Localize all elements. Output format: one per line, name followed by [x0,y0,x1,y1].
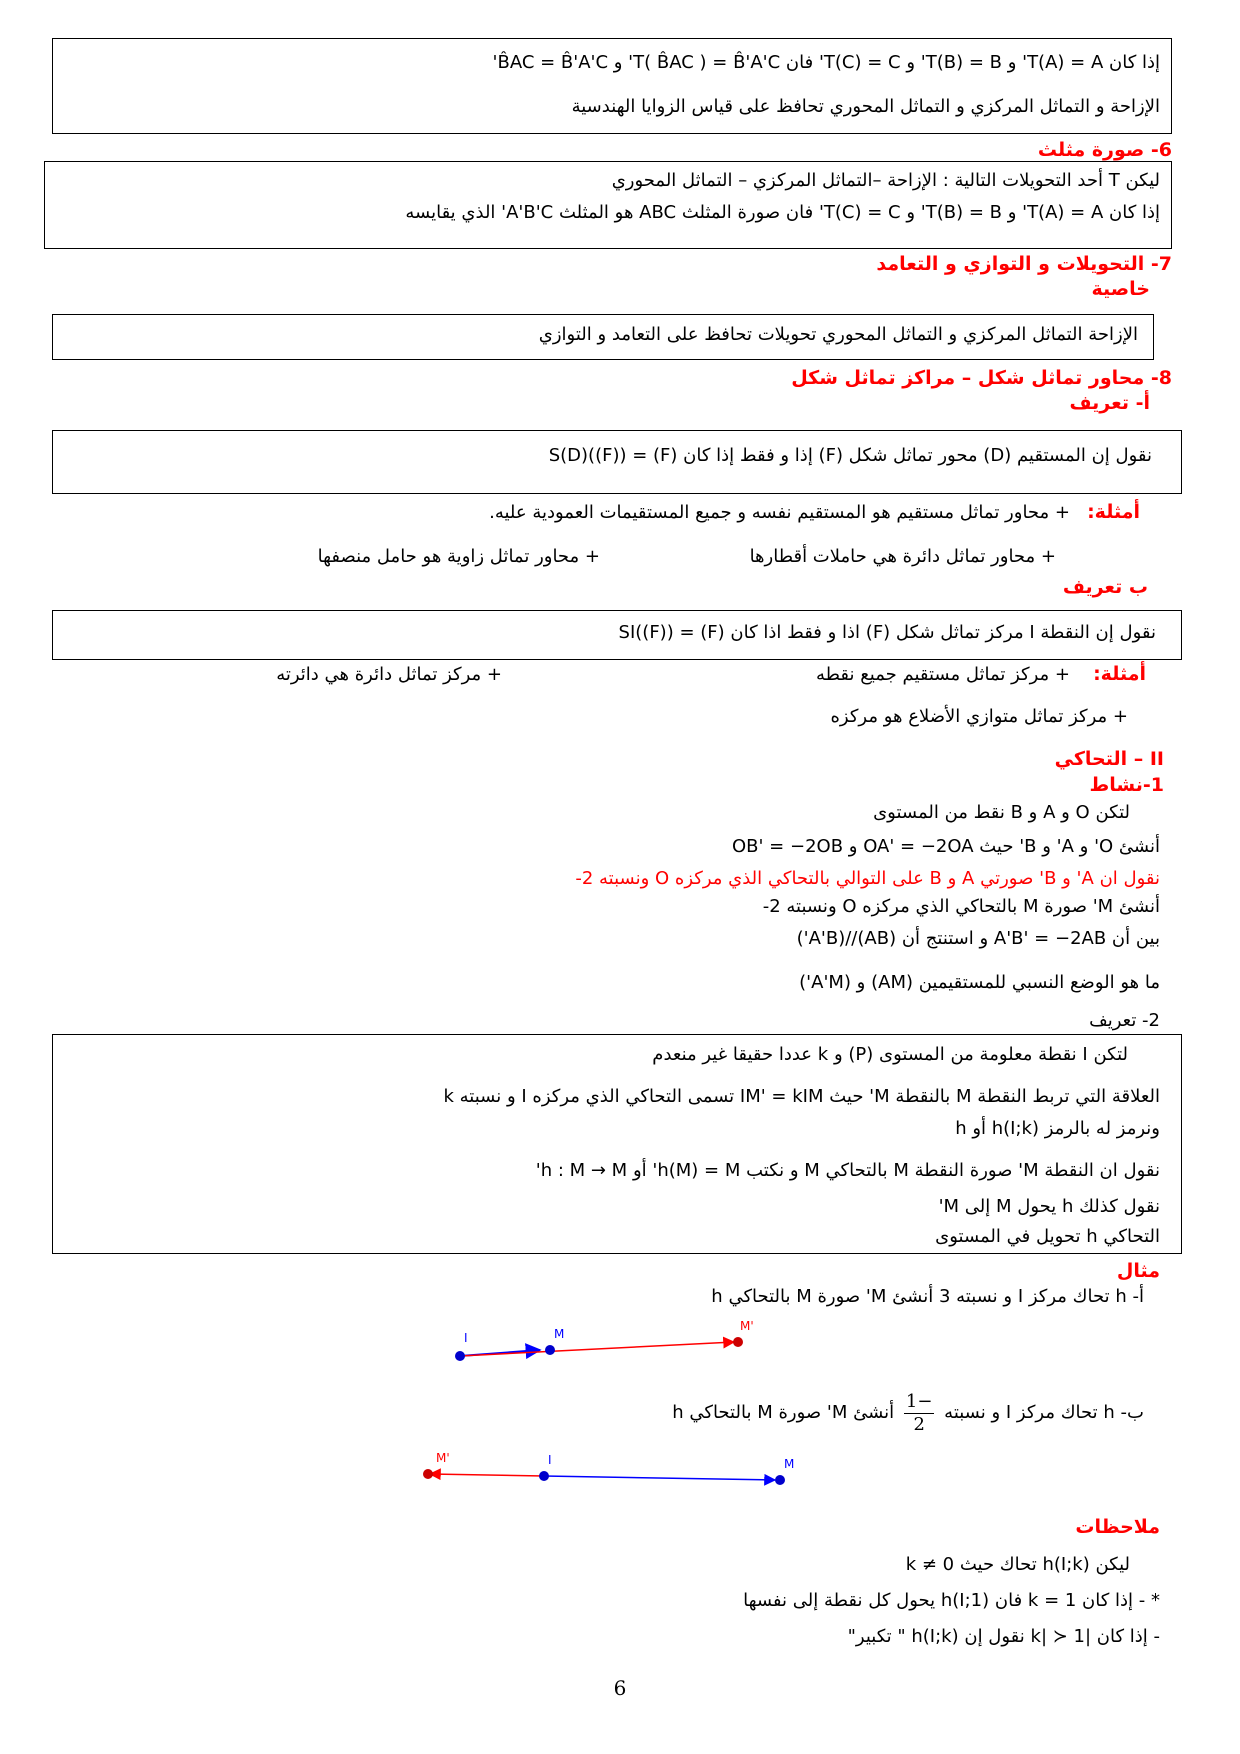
example-circle-axes: + محاور تماثل دائرة هي حاملات أقطارها [749,546,1056,567]
example-b-suffix: أنشئ M' صورة M بالتحاكي h [672,1402,895,1423]
label-M: M [554,1327,565,1341]
homothety-def-line-2: العلاقة التي تربط النقطة M بالنقطة M' حيث IM' = kIM تسمى التحاكي الذي مركزه I و نسبته k [443,1086,1160,1107]
example-b [672,1388,1144,1438]
example-parallelogram-center: + مركز تماثل متوازي الأضلاع هو مركزه [830,706,1128,727]
examples-label-2: أمثلة: [1093,663,1146,685]
point-I [455,1351,465,1361]
angles-condition: إذا كان T(A) = A' و T(B) = B' و T(C) = C' فان T( B̂AC ) = B̂'A'C' و B̂AC = B̂'A'C' [492,52,1160,73]
definition-title: 2- تعريف [1089,1010,1160,1031]
example-a: أ- h تحاك مركز I و نسبته 3 أنشئ M' صورة M بالتحاكي h [711,1286,1144,1307]
symmetry-axis-definition: نقول إن المستقيم (D) محور تماثل شكل (F) إذا و فقط إذا كان S(D)((F)) = (F) [548,445,1152,466]
point-M-2 [775,1475,785,1485]
note-3: - إذا كان |k| ≻ 1 نقول إن h(I;k) " تكبير" [847,1626,1160,1647]
homothety-def-line-6: التحاكي h تحويل في المستوى [935,1226,1160,1247]
activity-line-3: نقول ان A' و B' صورتي A و B على التوالي بالتحاكي الذي مركزه O ونسبته 2- [575,868,1160,889]
activity-line-2: أنشئ O' و A' و B' حيث OA' = −2OA و OB' = −2OB [732,836,1160,857]
figure-homothety-k3 [440,1316,780,1366]
label-M-2: M [784,1457,795,1471]
vector-IM-2 [544,1476,775,1480]
section-6-title: 6- صورة مثلث [1037,139,1172,161]
ratio-denominator: 2 [913,1413,925,1435]
triangle-line-1: ليكن T أحد التحويلات التالية : الإزاحة –التماثل المركزي – التماثل المحوري [611,170,1160,191]
example-angle-axis: + محاور تماثل زاوية هو حامل منصفها [317,546,600,567]
notes-title: ملاحظات [1075,1516,1160,1538]
page-number: 6 [613,1676,627,1700]
activity-line-6: ما هو الوضع النسبي للمستقيمين (AM) و (A'M') [799,972,1160,993]
activity-line-4: أنشئ M' صورة M بالتحاكي الذي مركزه O ونسبته 2- [762,896,1160,917]
point-M [545,1345,555,1355]
example-line-axes: + محاور تماثل مستقيم هو المستقيم نفسه و جميع المستقيمات العمودية عليه. [489,502,1070,523]
transformations-property: الإزاحة التماثل المركزي و التماثل المحوري تحويلات تحافظ على التعامد و التوازي [538,324,1138,345]
activity-line-1: لتكن O و A و B نقط من المستوى [873,802,1130,823]
homothety-def-line-1: لتكن I نقطة معلومة من المستوى (P) و k عددا حقيقا غير منعدم [652,1044,1128,1065]
label-Mprime-2: M' [436,1451,450,1465]
activity-title: 1-نشاط [1089,774,1164,796]
section-8-sub-b: ب تعريف [1062,576,1148,598]
ratio-fraction [904,1391,935,1436]
point-Mprime [733,1337,743,1347]
symmetry-center-definition: نقول إن النقطة I مركز تماثل شكل (F) اذا و فقط اذا كان SI((F)) = (F) [618,622,1156,643]
label-Mprime: M' [740,1319,754,1333]
examples-label-1: أمثلة: [1087,501,1140,523]
note-2: * - إذا كان k = 1 فان h(I;1) يحول كل نقطة إلى نفسها [743,1590,1160,1611]
homothety-def-line-3: ونرمز له بالرمز h(I;k) أو h [955,1118,1160,1139]
example-circle-center: + مركز تماثل دائرة هي دائرته [276,664,502,685]
point-I-2 [539,1471,549,1481]
example-b-prefix: ب- h تحاك مركز I و نسبته [944,1402,1144,1423]
label-I: I [464,1331,468,1345]
section-8-sub-a: أ- تعريف [1069,392,1150,414]
label-I-2: I [548,1453,552,1467]
section-II-title: II – التحاكي [1054,748,1164,770]
vector-IMprime-2 [430,1474,544,1476]
homothety-def-line-4: نقول ان النقطة M' صورة النقطة M بالتحاكي M و نكتب h(M) = M' أو h : M → M' [535,1160,1160,1181]
section-8-title: 8- محاور تماثل شكل – مراكز تماثل شكل [791,367,1172,389]
triangle-line-2: إذا كان T(A) = A' و T(B) = B' و T(C) = C' فان صورة المثلث ABC هو المثلث A'B'C' الذي يقايسه [405,202,1160,223]
section-7-title: 7- التحويلات و التوازي و التعامد [876,253,1172,275]
section-7-subtitle: خاصية [1091,278,1150,300]
example-title: مثال [1116,1260,1160,1282]
ratio-numerator: −1 [905,1390,933,1412]
note-1: ليكن h(I;k) تحاك حيث k ≠ 0 [905,1554,1130,1575]
vector-IMprime [460,1342,734,1356]
activity-line-5: بين أن A'B' = −2AB و استنتج أن (AB)//(A'B') [796,928,1160,949]
angles-property: الإزاحة و التماثل المركزي و التماثل المحوري تحافظ على قياس الزوايا الهندسية [571,96,1160,117]
example-line-center: + مركز تماثل مستقيم جميع نقطه [815,664,1070,685]
figure-homothety-k-minus-half [410,1446,795,1496]
point-Mprime-2 [423,1469,433,1479]
homothety-def-line-5: نقول كذلك h يحول M إلى M' [938,1196,1160,1217]
